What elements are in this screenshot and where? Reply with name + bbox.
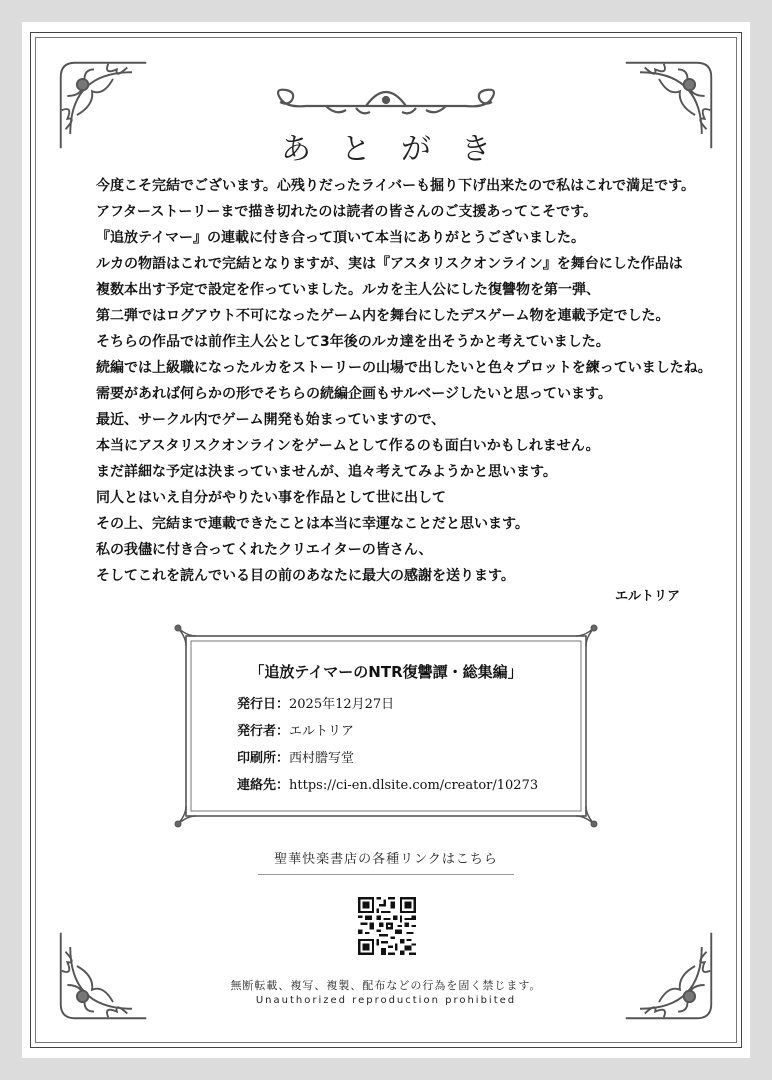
body-line: 同人とはいえ自分がやりたい事を作品として世に出して	[96, 490, 446, 506]
body-line: 需要があれば何らかの形でそちらの続編企画もサルベージしたいと思っています。	[96, 386, 612, 402]
colophon-list	[237, 691, 577, 799]
qr-code-icon[interactable]	[358, 897, 416, 955]
corner-ornament-bottom-right	[621, 928, 716, 1023]
colophon-row-contact	[237, 772, 577, 799]
shop-links-caption: 聖華快楽書店の各種リンクはこちら	[274, 852, 498, 867]
colophon-value: エルトリア	[289, 724, 355, 739]
colophon-title: 「追放テイマーのNTR復讐譚・総集編」	[249, 663, 523, 681]
body-line: 本当にアスタリスクオンラインをゲームとして作るのも面白いかもしれません。	[96, 438, 600, 454]
divider	[258, 874, 514, 875]
afterword-body	[96, 173, 712, 589]
colophon-label: 連絡先：	[237, 778, 290, 793]
body-line: 第二弾ではログアウト不可になったゲーム内を舞台にしたデスゲーム物を連載予定でした。	[96, 308, 670, 324]
body-line: アフターストーリーまで描き切れたのは読者の皆さんのご支援あってこそです。	[96, 204, 598, 220]
body-line: ルカの物語はこれで完結となりますが、実は『アスタリスクオンライン』を舞台にした作品は	[96, 256, 683, 272]
contact-link[interactable]: https://ci-en.dlsite.com/creator/10273	[289, 778, 539, 793]
colophon-label: 印刷所：	[237, 751, 290, 766]
colophon-value: 西村謄写堂	[289, 751, 355, 766]
body-line: 最近、サークル内でゲーム開発も始まっていますので、	[96, 412, 446, 428]
body-line: 私の我儘に付き合ってくれたクリエイターの皆さん、	[96, 542, 433, 558]
author-signature: エルトリア	[614, 589, 680, 604]
body-line: その上、完結まで連載できたことは本当に幸運なことだと思います。	[96, 516, 529, 532]
colophon-label: 発行日：	[237, 697, 290, 712]
body-line: そしてこれを読んでいる目の前のあなたに最大の感謝を送ります。	[96, 568, 515, 584]
page-title: あとがき	[281, 132, 521, 167]
body-line: 複数本出す予定で設定を作っていました。ルカを主人公にした復讐物を第一弾、	[96, 282, 600, 298]
colophon-row-publish-date	[237, 691, 577, 718]
title-ornament	[266, 86, 506, 120]
colophon-label: 発行者：	[237, 724, 290, 739]
colophon-value: 2025年12月27日	[289, 697, 395, 712]
copyright-notice-jp: 無断転載、複写、複製、配布などの行為を固く禁じます。	[230, 979, 542, 992]
body-line: そちらの作品では前作主人公として3年後のルカ達を出そうかと考えていました。	[96, 334, 610, 350]
body-line: まだ詳細な予定は決まっていませんが、追々考えてみようかと思います。	[96, 464, 557, 480]
corner-ornament-bottom-left	[56, 928, 151, 1023]
body-line: 続編では上級職になったルカをストーリーの山場で出したいと色々プロットを練っていましたね。	[96, 360, 712, 376]
body-line: 今度こそ完結でございます。心残りだったライバーも掘り下げ出来たので私はこれで満足です。	[96, 178, 696, 194]
colophon-row-publisher	[237, 718, 577, 745]
copyright-notice-en: Unauthorized reproduction prohibited	[255, 995, 517, 1006]
body-line: 『追放テイマー』の連載に付き合って頂いて本当にありがとうございました。	[96, 230, 586, 246]
colophon-row-printer	[237, 745, 577, 772]
